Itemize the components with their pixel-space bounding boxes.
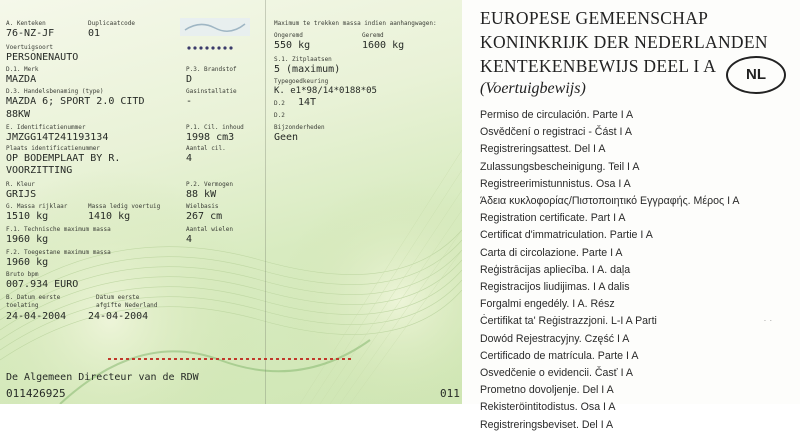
typegoedkeuring-value: K. e1*98/14*0188*05 <box>274 86 377 96</box>
bijzonderheden-label: Bijzonderheden <box>274 124 325 131</box>
techn-max-massa-label: F.1. Technische maximum massa <box>6 226 111 233</box>
merk-value: MAZDA <box>6 74 37 85</box>
identificatienummer-value: JMZGG14T241193134 <box>6 132 109 143</box>
datum-nl-value: 24-04-2004 <box>88 311 149 322</box>
language-item: Certificado de matrícula. Parte I A <box>480 349 639 362</box>
certificate-title-page <box>462 0 800 431</box>
language-item: Registreerimistunnistus. Osa I A <box>480 177 631 190</box>
aantal-wielen-value: 4 <box>186 234 193 245</box>
bruto-bpm-value: 007.934 EURO <box>6 279 79 290</box>
heading-line-1: EUROPESE GEMEENSCHAP <box>480 8 709 28</box>
kleur-value: GRIJS <box>6 189 37 200</box>
voertuigsoort-value: PERSONENAUTO <box>6 52 79 63</box>
subheading: (Voertuigbewijs) <box>480 80 586 97</box>
language-item: Ċertifikat ta' Reġistrazzjoni. L-I A Parti <box>480 315 657 328</box>
max-trekken-label: Maximum te trekken massa indien aanhangwagen: <box>274 20 437 27</box>
language-item: Certificat d'immatriculation. Partie I A <box>480 229 653 242</box>
wielbasis-value: 267 cm <box>186 211 223 222</box>
wielbasis-label: Wielbasis <box>186 203 219 210</box>
zitplaatsen-value: 5 (maximum) <box>274 64 341 75</box>
ongeremd-value: 550 kg <box>274 40 311 51</box>
vermogen-label: P.2. Vermogen <box>186 181 233 188</box>
d2-label-2: D.2 <box>274 112 285 119</box>
language-item: Registreringsattest. Del I A <box>480 143 606 156</box>
massa-ledig-value: 1410 kg <box>88 211 131 222</box>
datum-eerste-label: B. Datum eerste <box>6 294 61 301</box>
plaats-id-label: Plaats identificatienummer <box>6 145 100 152</box>
language-item: Zulassungsbescheinigung. Teil I A <box>480 160 640 173</box>
gasinstallatie-label: Gasinstallatie <box>186 88 237 95</box>
kenteken-value: 76-NZ-JF <box>6 28 55 39</box>
geremd-label: Geremd <box>362 32 384 39</box>
plaats-id-value: OP BODEMPLAAT BY R. <box>6 153 121 164</box>
voertuigsoort-label: Voertuigsoort <box>6 44 53 51</box>
card-fold <box>265 0 266 404</box>
kw-value: 88KW <box>6 109 31 120</box>
identificatienummer-label: E. Identificatienummer <box>6 124 86 131</box>
massa-rijklaar-value: 1510 kg <box>6 211 49 222</box>
toegestane-max-massa-label: F.2. Toegestane maximum massa <box>6 249 111 256</box>
datum-eerste-value: 24-04-2004 <box>6 311 67 322</box>
cilinderinhoud-value: 1998 cm3 <box>186 132 235 143</box>
language-item: Dowód Rejestracyjny. Część I A <box>480 332 630 345</box>
language-list <box>480 107 739 434</box>
vermogen-value: 88 kW <box>186 189 217 200</box>
language-item: Registration certificate. Part I A <box>480 212 626 225</box>
datum-nl-label: Datum eerste <box>96 294 140 301</box>
ongeremd-label: Ongeremd <box>274 32 303 39</box>
language-item: Prometno dovoljenje. Del I A <box>480 384 614 397</box>
document-serial-right: 011 <box>440 387 460 400</box>
kenteken-label: A. Kenteken <box>6 20 46 27</box>
bruto-bpm-label: Bruto bpm <box>6 271 39 278</box>
toelating-label: toelating <box>6 302 39 309</box>
massa-ledig-label: Massa ledig voertuig <box>88 203 161 210</box>
heading-line-3: KENTEKENBEWIJS DEEL I A <box>480 56 717 76</box>
nl-country-badge: NL <box>726 56 786 94</box>
language-item: Registracijos liudijimas. I A dalis <box>480 281 630 294</box>
language-item: Rekisteröintitodistus. Osa I A <box>480 401 616 414</box>
afgifte-nederland-label: afgifte Nederland <box>96 302 158 309</box>
duplicaatcode-label: Duplicaatcode <box>88 20 135 27</box>
language-item: Άδεια κυκλοφορίας/Πιστοποιητικό Εγγραφής. Μέρος I A <box>480 195 740 208</box>
merk-label: D.1. Merk <box>6 66 39 73</box>
typegoedkeuring-label: Typegoedkeuring <box>274 78 329 85</box>
kleur-label: R. Kleur <box>6 181 35 188</box>
massa-rijklaar-label: G. Massa rijklaar <box>6 203 68 210</box>
zitplaatsen-label: S.1. Zitplaatsen <box>274 56 332 63</box>
d2-label: D.2 <box>274 100 285 107</box>
aantal-cil-value: 4 <box>186 153 193 164</box>
brandstof-label: P.3. Brandstof <box>186 66 237 73</box>
language-item: Osvedčenie o evidencii. Časť I A <box>480 367 633 380</box>
language-item: Reģistrācijas apliecība. I A. daļa <box>480 263 631 276</box>
bijzonderheden-value: Geen <box>274 132 299 143</box>
security-dots-top <box>186 44 246 52</box>
security-dots-red <box>108 356 354 362</box>
dot-marks: . . <box>764 316 773 323</box>
cilinderinhoud-label: P.1. Cil. inhoud <box>186 124 244 131</box>
plaats-id-value-2: VOORZITTING <box>6 165 73 176</box>
aantal-wielen-label: Aantal wielen <box>186 226 233 233</box>
document-serial: 011426925 <box>6 387 66 400</box>
language-item: Permiso de circulación. Parte I A <box>480 109 634 121</box>
handelsbenaming-value: MAZDA 6; SPORT 2.0 CITD <box>6 96 145 107</box>
gasinstallatie-value: - <box>186 96 193 107</box>
duplicaatcode-value: 01 <box>88 28 101 39</box>
heading-line-2: KONINKRIJK DER NEDERLANDEN <box>480 32 768 52</box>
toegestane-max-massa-value: 1960 kg <box>6 257 49 268</box>
language-item: Osvědčení o registraci - Část I A <box>480 126 632 139</box>
techn-max-massa-value: 1960 kg <box>6 234 49 245</box>
language-item: Registreringsbeviset. Del I A <box>480 418 614 431</box>
aantal-cil-label: Aantal cil. <box>186 145 226 152</box>
brandstof-value: D <box>186 74 193 85</box>
language-item: Carta di circolazione. Parte I A <box>480 246 623 259</box>
d2-value: 14T <box>298 97 317 108</box>
language-item: Forgalmi engedély. I A. Rész <box>480 298 615 311</box>
geremd-value: 1600 kg <box>362 40 405 51</box>
handelsbenaming-label: D.3. Handelsbenaming (type) <box>6 88 104 95</box>
rdw-director-signature: De Algemeen Directeur van de RDW <box>6 372 199 383</box>
